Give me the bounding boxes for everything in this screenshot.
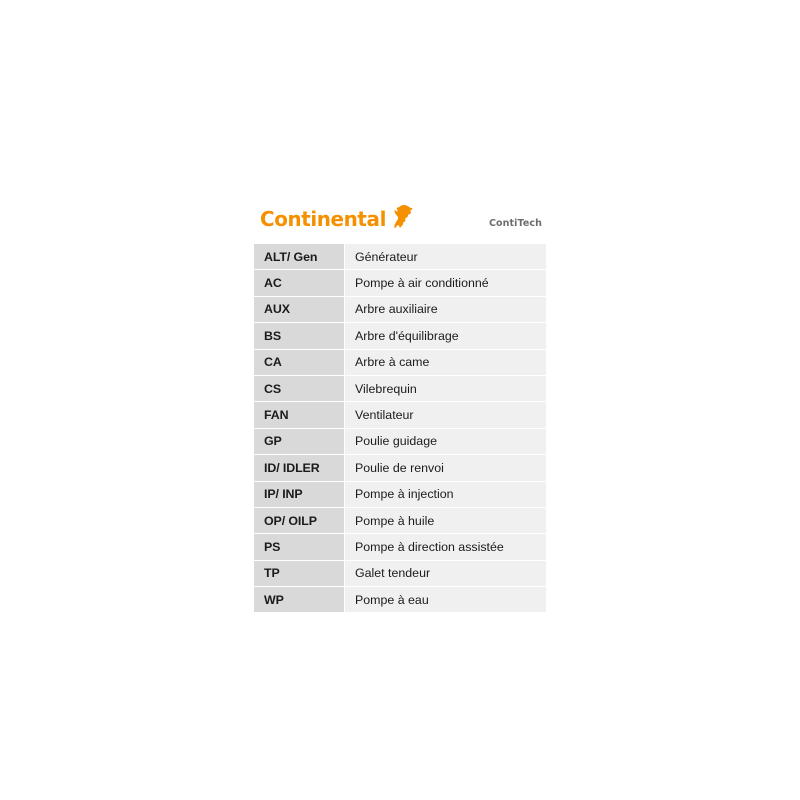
- abbreviation-description: Pompe à eau: [345, 587, 547, 613]
- table-row: [254, 270, 546, 296]
- table-row: [254, 507, 546, 533]
- abbreviation-code: IP/ INP: [254, 481, 345, 507]
- abbreviation-code: PS: [254, 534, 345, 560]
- table-row: [254, 587, 546, 613]
- abbreviation-code: BS: [254, 323, 345, 349]
- table-row: [254, 375, 546, 401]
- abbreviation-description: Arbre auxiliaire: [345, 296, 547, 322]
- contitech-wordmark: ContiTech: [488, 218, 542, 229]
- abbreviation-description: Galet tendeur: [345, 560, 547, 586]
- continental-logo: [260, 204, 417, 229]
- brand-name: Continental: [260, 206, 387, 231]
- abbreviation-description: Arbre d'équilibrage: [345, 323, 547, 349]
- abbreviation-code: TP: [254, 560, 345, 586]
- table-row: [254, 481, 546, 507]
- abbreviation-code: ID/ IDLER: [254, 455, 345, 481]
- table-row: [254, 323, 546, 349]
- abbreviation-code: OP/ OILP: [254, 507, 345, 533]
- abbreviation-description: Générateur: [345, 244, 547, 270]
- abbreviation-code: AC: [254, 270, 345, 296]
- brand-header: [254, 196, 546, 244]
- abbreviation-description: Pompe à huile: [345, 507, 547, 533]
- table-row: [254, 455, 546, 481]
- table-row: [254, 560, 546, 586]
- abbreviation-legend-table: [254, 244, 546, 612]
- abbreviation-description: Poulie guidage: [345, 428, 547, 454]
- abbreviation-code: WP: [254, 587, 345, 613]
- table-row: [254, 349, 546, 375]
- table-row: [254, 534, 546, 560]
- prancing-horse-icon: [391, 204, 417, 228]
- table-row: [254, 402, 546, 428]
- abbreviation-code: CS: [254, 375, 345, 401]
- abbreviation-code: FAN: [254, 402, 345, 428]
- abbreviation-code: AUX: [254, 296, 345, 322]
- abbreviation-description: Pompe à air conditionné: [345, 270, 547, 296]
- abbreviation-code: ALT/ Gen: [254, 244, 345, 270]
- abbreviation-description: Ventilateur: [345, 402, 547, 428]
- abbreviation-description: Arbre à came: [345, 349, 547, 375]
- table-row: [254, 428, 546, 454]
- legend-card: [254, 196, 546, 612]
- abbreviation-description: Poulie de renvoi: [345, 455, 547, 481]
- abbreviation-description: Pompe à direction assistée: [345, 534, 547, 560]
- abbreviation-code: GP: [254, 428, 345, 454]
- abbreviation-code: CA: [254, 349, 345, 375]
- abbreviation-description: Vilebrequin: [345, 375, 547, 401]
- abbreviation-description: Pompe à injection: [345, 481, 547, 507]
- table-row: [254, 244, 546, 270]
- table-row: [254, 296, 546, 322]
